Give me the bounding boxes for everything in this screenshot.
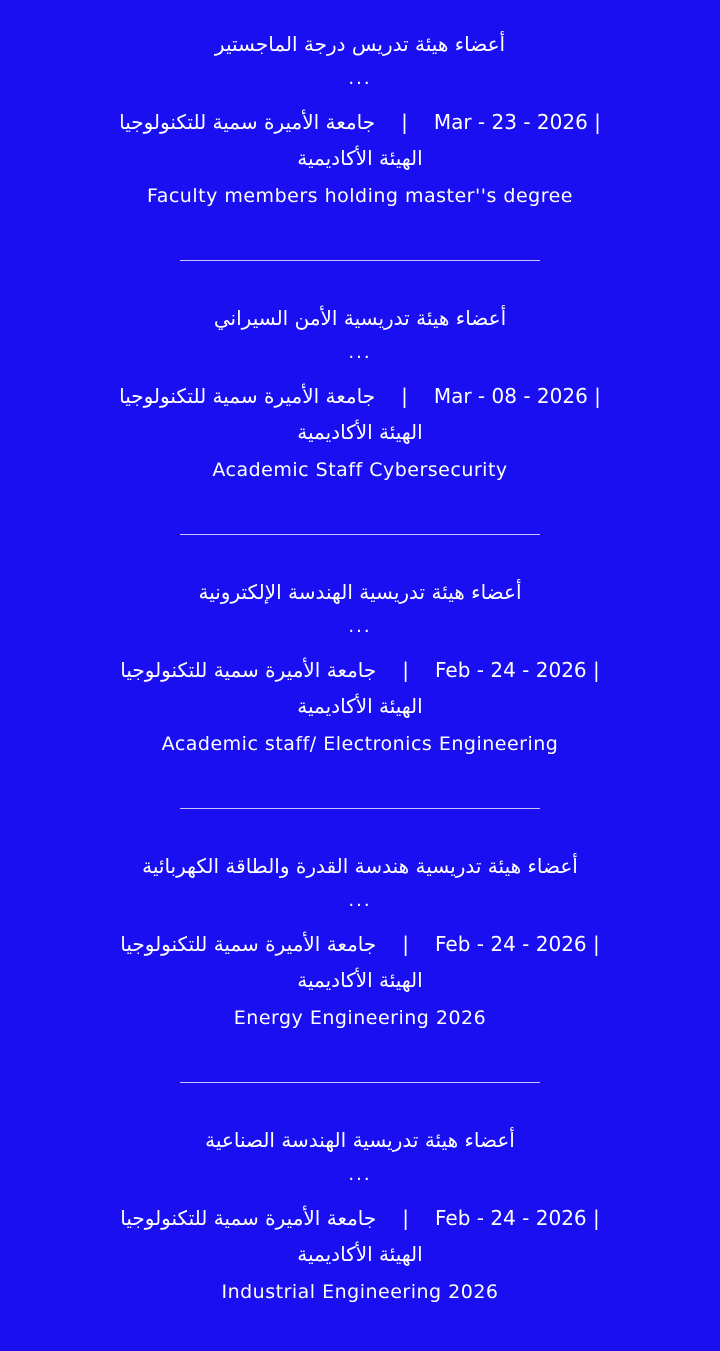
meta-separator: |: [401, 110, 408, 134]
university-name: جامعة الأميرة سمية للتكنولوجيا: [119, 110, 376, 134]
job-listing[interactable]: [0, 1126, 720, 1310]
meta-separator: |: [401, 384, 408, 408]
meta-separator: |: [402, 1206, 410, 1230]
job-title-english[interactable]: Academic staff/ Electronics Engineering: [161, 733, 559, 755]
job-meta: [0, 926, 720, 962]
job-title-arabic[interactable]: أعضاء هيئة تدريس درجة الماجستير: [214, 32, 506, 56]
job-listing[interactable]: [0, 578, 720, 762]
university-name: جامعة الأميرة سمية للتكنولوجيا: [119, 384, 376, 408]
more-ellipsis[interactable]: ...: [348, 1164, 372, 1185]
more-ellipsis[interactable]: ...: [348, 616, 372, 637]
job-listing[interactable]: [0, 852, 720, 1036]
job-listing[interactable]: [0, 30, 720, 214]
divider: [180, 534, 540, 535]
divider: [180, 260, 540, 261]
job-meta: [0, 104, 720, 140]
job-listing[interactable]: [0, 304, 720, 488]
meta-separator: |: [402, 658, 410, 682]
posted-date: Feb - 24 - 2026 |: [435, 658, 600, 682]
more-ellipsis[interactable]: ...: [348, 68, 372, 89]
department-name: الهيئة الأكاديمية: [297, 420, 423, 444]
university-name: جامعة الأميرة سمية للتكنولوجيا: [120, 1206, 377, 1230]
job-title-arabic[interactable]: أعضاء هيئة تدريسية الهندسة الصناعية: [205, 1128, 515, 1152]
department-name: الهيئة الأكاديمية: [297, 146, 423, 170]
posted-date: Mar - 08 - 2026 |: [433, 384, 601, 408]
more-ellipsis[interactable]: ...: [348, 890, 372, 911]
university-name: جامعة الأميرة سمية للتكنولوجيا: [120, 932, 377, 956]
more-ellipsis[interactable]: ...: [348, 342, 372, 363]
divider: [180, 1082, 540, 1083]
posted-date: Mar - 23 - 2026 |: [433, 110, 601, 134]
department-name: الهيئة الأكاديمية: [297, 694, 423, 718]
posted-date: Feb - 24 - 2026 |: [435, 932, 600, 956]
job-title-arabic[interactable]: أعضاء هيئة تدريسية هندسة القدرة والطاقة الكهربائية: [142, 854, 578, 878]
job-meta: [0, 652, 720, 688]
department-name: الهيئة الأكاديمية: [297, 1242, 423, 1266]
university-name: جامعة الأميرة سمية للتكنولوجيا: [120, 658, 377, 682]
job-meta: [0, 1200, 720, 1236]
job-title-english[interactable]: Energy Engineering 2026: [233, 1007, 487, 1029]
job-title-english[interactable]: Faculty members holding master''s degree: [147, 185, 573, 207]
job-title-english[interactable]: Industrial Engineering 2026: [221, 1281, 499, 1303]
department-name: الهيئة الأكاديمية: [297, 968, 423, 992]
posted-date: Feb - 24 - 2026 |: [435, 1206, 600, 1230]
job-title-english[interactable]: Academic Staff Cybersecurity: [212, 459, 508, 481]
job-title-arabic[interactable]: أعضاء هيئة تدريسية الأمن السيراني: [213, 306, 507, 330]
job-meta: [0, 378, 720, 414]
job-title-arabic[interactable]: أعضاء هيئة تدريسية الهندسة الإلكترونية: [198, 580, 522, 604]
meta-separator: |: [402, 932, 410, 956]
divider: [180, 808, 540, 809]
